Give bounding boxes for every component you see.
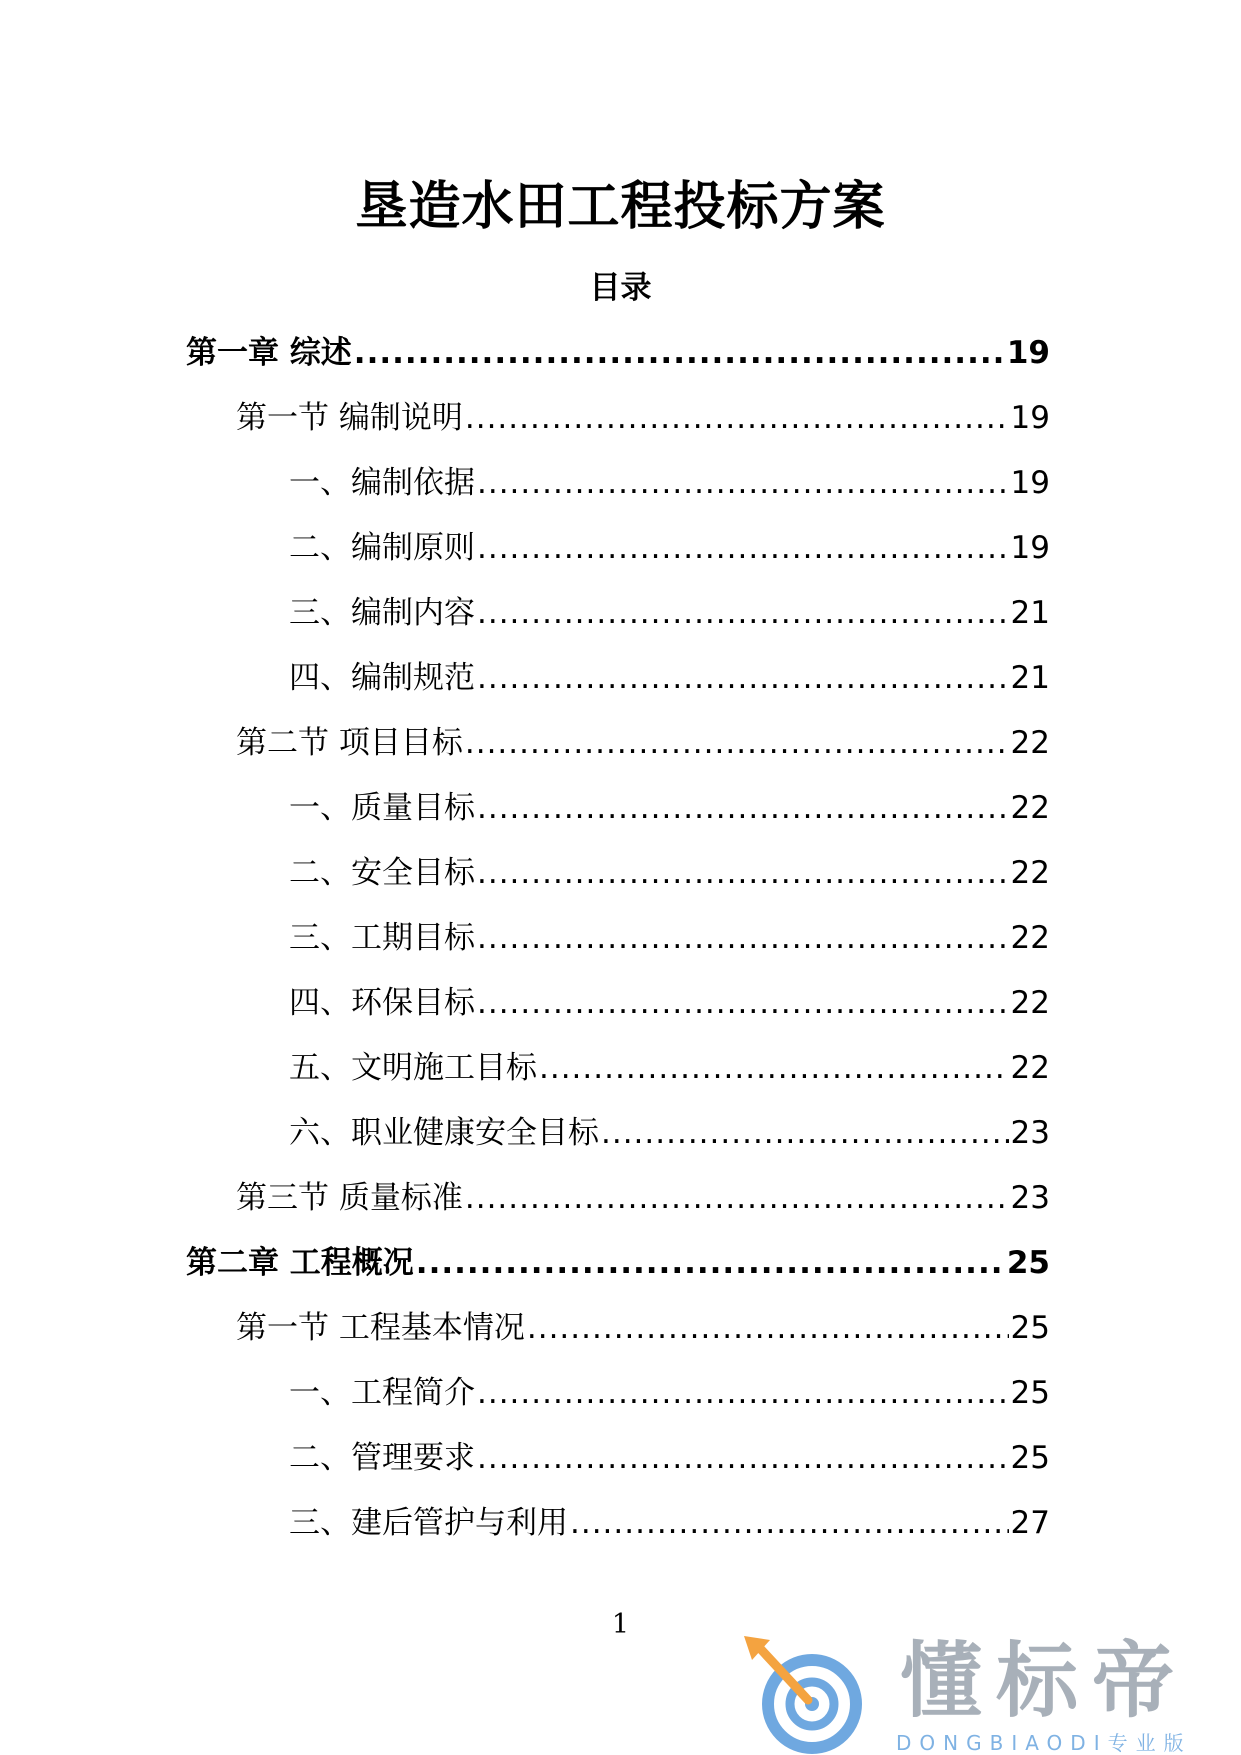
toc-entry-page: 22: [1010, 855, 1050, 891]
watermark-subtitle: DONGBIAODI专业版: [896, 1731, 1192, 1755]
target-logo-icon: [740, 1630, 880, 1754]
toc-entry-page: 21: [1010, 595, 1050, 631]
toc-dot-leader: [477, 1373, 1009, 1413]
toc-entry[interactable]: [186, 593, 1050, 658]
toc-dot-leader: [601, 1113, 1009, 1153]
toc-dot-leader: [477, 983, 1009, 1023]
toc-dot-leader: [465, 1178, 1009, 1218]
toc-entry-page: 25: [1006, 1245, 1050, 1281]
toc-entry-page: 19: [1010, 465, 1050, 501]
toc-entry[interactable]: [186, 723, 1050, 788]
toc-entry[interactable]: [186, 658, 1050, 723]
toc-entry[interactable]: [186, 1178, 1050, 1243]
page-number: 1: [611, 1609, 630, 1640]
toc-entry-page: 22: [1010, 790, 1050, 826]
toc-entry-label: 四、环保目标: [289, 985, 475, 1021]
toc-entry-page: 19: [1010, 530, 1050, 566]
toc-entry-page: 25: [1010, 1310, 1050, 1346]
toc-dot-leader: [477, 1438, 1009, 1478]
toc-dot-leader: [477, 463, 1009, 503]
toc-entry-page: 22: [1010, 1050, 1050, 1086]
watermark: [740, 1630, 1240, 1754]
toc-entry-label: 三、编制内容: [289, 595, 475, 631]
toc-entry-label: 四、编制规范: [289, 660, 475, 696]
toc-entry-page: 19: [1010, 400, 1050, 436]
toc-entry-label: 二、安全目标: [289, 855, 475, 891]
toc-entry-label: 二、管理要求: [289, 1440, 475, 1476]
toc-entry-label: 三、工期目标: [289, 920, 475, 956]
toc-entry-page: 22: [1010, 985, 1050, 1021]
toc-entry-label: 一、质量目标: [289, 790, 475, 826]
toc-dot-leader: [416, 1243, 1005, 1283]
toc-dot-leader: [539, 1048, 1009, 1088]
toc-entry[interactable]: [186, 1308, 1050, 1373]
toc-entry-label: 第二章 工程概况: [186, 1245, 414, 1281]
toc-entry[interactable]: [186, 918, 1050, 983]
toc-entry[interactable]: [186, 398, 1050, 463]
toc-entry-page: 21: [1010, 660, 1050, 696]
toc-dot-leader: [477, 528, 1009, 568]
toc-entry[interactable]: [186, 788, 1050, 853]
toc-entry-page: 25: [1010, 1375, 1050, 1411]
toc-entry-label: 六、职业健康安全目标: [289, 1115, 599, 1151]
toc-dot-leader: [477, 918, 1009, 958]
toc-dot-leader: [570, 1503, 1009, 1543]
toc-dot-leader: [527, 1308, 1009, 1348]
toc-dot-leader: [465, 398, 1009, 438]
toc-entry[interactable]: [186, 853, 1050, 918]
toc-entry[interactable]: [186, 1113, 1050, 1178]
toc-entry[interactable]: [186, 528, 1050, 593]
toc-entry-page: 22: [1010, 920, 1050, 956]
toc-entry-label: 三、建后管护与利用: [289, 1505, 568, 1541]
toc-entry-label: 一、工程简介: [289, 1375, 475, 1411]
toc-entry-label: 一、编制依据: [289, 465, 475, 501]
document-title: 垦造水田工程投标方案: [355, 177, 886, 237]
toc-entry-label: 第一章 综述: [186, 335, 352, 371]
toc-entry[interactable]: [186, 1503, 1050, 1568]
toc-entry-page: 25: [1010, 1440, 1050, 1476]
toc-dot-leader: [354, 333, 1005, 373]
toc-entry-label: 五、文明施工目标: [289, 1050, 537, 1086]
toc-entry-page: 19: [1006, 335, 1050, 371]
toc-entry-label: 第二节 项目目标: [236, 725, 463, 761]
toc-entry[interactable]: [186, 1373, 1050, 1438]
toc-entry[interactable]: [186, 333, 1050, 398]
toc-entry[interactable]: [186, 983, 1050, 1048]
toc-entry[interactable]: [186, 1048, 1050, 1113]
toc-entry-label: 二、编制原则: [289, 530, 475, 566]
toc-entry[interactable]: [186, 1438, 1050, 1503]
toc-dot-leader: [477, 593, 1009, 633]
toc-dot-leader: [477, 658, 1009, 698]
toc-dot-leader: [477, 788, 1009, 828]
toc-entry-page: 27: [1010, 1505, 1050, 1541]
toc-dot-leader: [465, 723, 1009, 763]
table-of-contents: [186, 333, 1050, 1568]
toc-entry-page: 22: [1010, 725, 1050, 761]
toc-heading: 目录: [589, 270, 652, 306]
toc-entry[interactable]: [186, 463, 1050, 528]
toc-entry-label: 第一节 编制说明: [236, 400, 463, 436]
toc-entry-label: 第三节 质量标准: [236, 1180, 463, 1216]
toc-entry-page: 23: [1010, 1180, 1050, 1216]
toc-entry-page: 23: [1010, 1115, 1050, 1151]
watermark-brand: 懂标帝: [900, 1634, 1189, 1729]
toc-dot-leader: [477, 853, 1009, 893]
toc-entry-label: 第一节 工程基本情况: [236, 1310, 525, 1346]
toc-entry[interactable]: [186, 1243, 1050, 1308]
